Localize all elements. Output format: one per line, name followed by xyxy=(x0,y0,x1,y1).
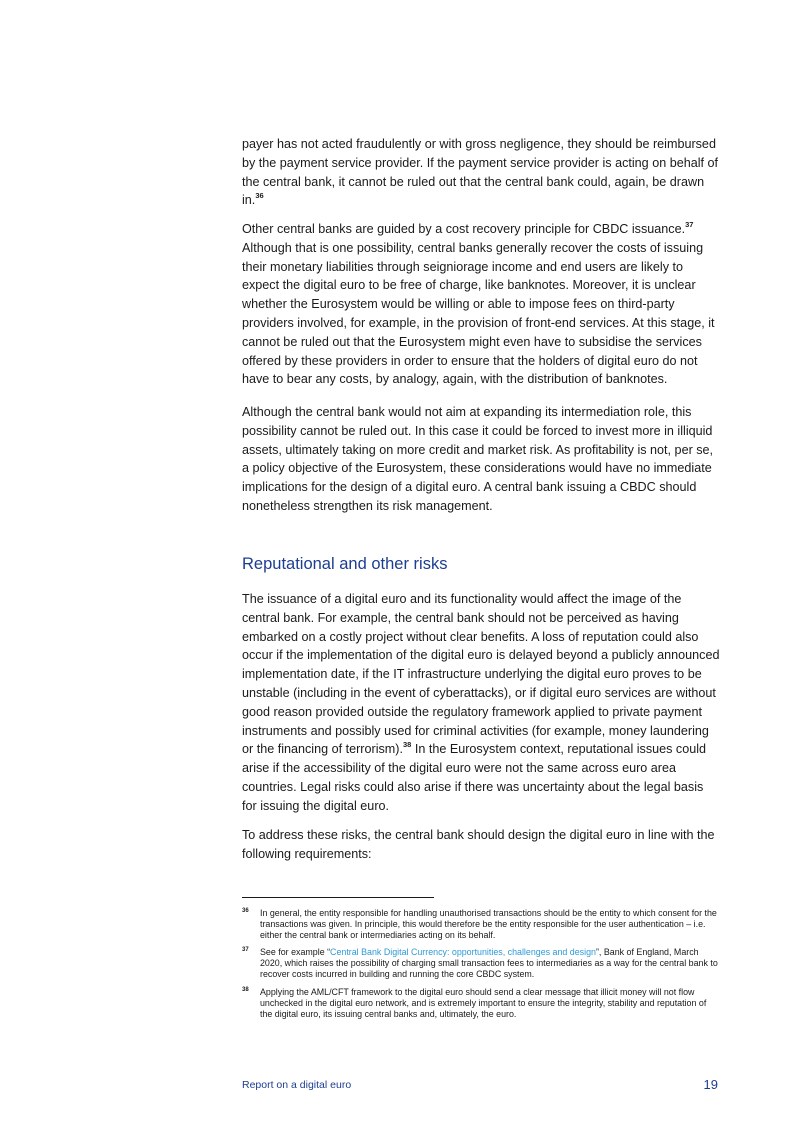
footnote-link[interactable]: Central Bank Digital Currency: opportunities, challenges and design xyxy=(330,947,596,957)
footnote-number: 38 xyxy=(242,987,249,993)
footnote-divider xyxy=(242,897,434,898)
footnote-ref-37[interactable]: 37 xyxy=(685,220,694,229)
paragraph-4 xyxy=(242,590,720,816)
paragraph-3-text: Although the central bank would not aim at expanding its intermediation role, this possibility cannot be ruled out. In this case it could be forced to invest more in illiquid assets, ultimately taking on more credit and market risk. As profitability is not, per se, a policy objective of the Eurosystem, these considerations would have no immediate implications for the design of a digital euro. A central bank issuing a CBDC should nonetheless strengthen its risk management. xyxy=(242,405,714,513)
paragraph-2-lead: Other central banks are guided by a cost recovery principle for CBDC issuance. xyxy=(242,222,686,236)
paragraph-4-lead: The issuance of a digital euro and its functionality would affect the image of the central bank. For example, the central bank should not be perceived as having embarked on a costly project without clear benefits. A loss of reputation could also occur if the implementation of the digital euro is delayed beyond a publicly announced implementation date, if the IT infrastructure underlying the digital euro proves to be unstable (including in the event of cyberattacks), or if digital euro services are without good reason provided outside the regulatory framework applied to private payment instruments and possibly used for criminal activities (for example, money laundering or the financing of terrorism). xyxy=(242,592,720,757)
footer-title: Report on a digital euro xyxy=(242,1079,352,1091)
page-number: 19 xyxy=(703,1077,718,1092)
footnote-text xyxy=(260,947,720,981)
footnote-ref-36[interactable]: 36 xyxy=(255,191,264,201)
footnote-text-pre: See for example “ xyxy=(260,947,331,957)
footnote-37 xyxy=(242,947,720,981)
section-heading: Reputational and other risks xyxy=(242,555,448,573)
paragraph-4-text: In the Eurosystem context, reputational issues could arise if the accessibility of the digital euro were not the same across euro area countries. Legal risks could also arise if there was uncertainty about the legal basis for issuing the digital euro. xyxy=(242,742,707,813)
paragraph-1-text: payer has not acted fraudulently or with gross negligence, they should be reimbursed by the payment service provider. If the payment service provider is acting on behalf of the central bank, it cannot be ruled out that the central bank could, again, be drawn in. xyxy=(242,137,719,208)
footnote-number: 36 xyxy=(242,908,249,914)
footnote-36 xyxy=(242,908,720,942)
paragraph-5 xyxy=(242,826,720,864)
paragraph-3 xyxy=(242,403,720,516)
paragraph-2 xyxy=(242,220,720,389)
footnote-text-post: ”, Bank of England, March 2020, which raises the possibility of charging small transaction fees to intermediaries as a way for the central bank to recover costs incurred in building and running the core CBDC system. xyxy=(260,947,718,980)
footnote-ref-38[interactable]: 38 xyxy=(402,740,412,750)
paragraph-1 xyxy=(242,135,720,210)
footnote-text: Applying the AML/CFT framework to the digital euro should send a clear message that illicit money will not flow unchecked in the digital euro network, and is extremely important to ensure the integrity, stability and reputation of the digital euro, its issuing central banks and, ultimately, the euro. xyxy=(260,987,707,1020)
paragraph-2-text: Although that is one possibility, central banks generally recover the costs of issuing their monetary liabilities through seigniorage income and end users are likely to expect the digital euro to be free of charge, like banknotes. Moreover, it is unclear whether the Eurosystem would be willing or able to impose fees on third-party providers involved, for example, in the provision of front-end services. At this stage, it cannot be ruled out that the Eurosystem might even have to subsidise the services offered by these providers in order to ensure that the holders of digital euro do not have to bear any costs, by analogy, again, with the distribution of banknotes. xyxy=(242,240,715,387)
paragraph-5-text: To address these risks, the central bank should design the digital euro in line with the following requirements: xyxy=(242,828,715,861)
footnote-text: In general, the entity responsible for handling unauthorised transactions should be the entity to which consent for the transactions was given. In principle, this would therefore be the entity responsible for the user authentication – i.e. either the central bank or intermediaries acting on its behalf. xyxy=(260,908,717,941)
footnote-number: 37 xyxy=(242,947,249,953)
footnote-38 xyxy=(242,987,720,1021)
